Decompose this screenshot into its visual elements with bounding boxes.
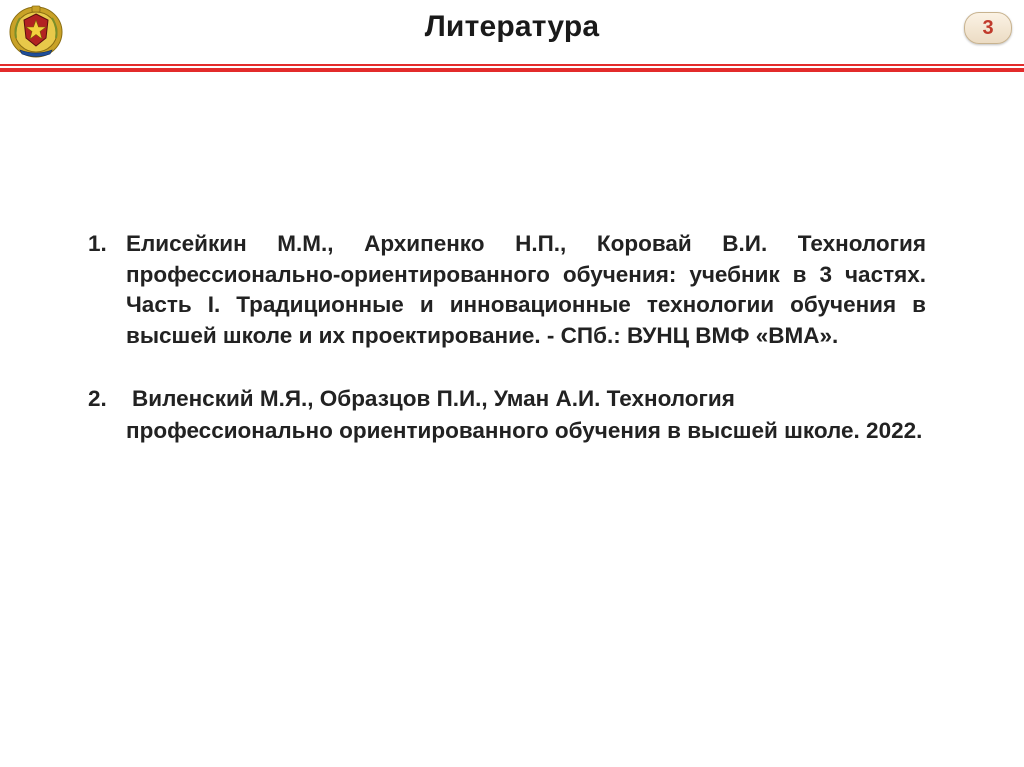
reference-number: 2. (88, 386, 107, 411)
page-number-badge: 3 (964, 12, 1012, 44)
slide-header (0, 0, 1024, 60)
page-title: Литература (424, 10, 600, 43)
reference-number: 1. (88, 231, 107, 256)
reference-text: Виленский М.Я., Образцов П.И., Уман А.И. Технология профессионально ориентированного обучения в высшей школе. 2022. (126, 386, 923, 443)
header-divider-thin (0, 64, 1024, 66)
reference-text: Елисейкин М.М., Архипенко Н.П., Коровай В.И. Технология профессионально-ориентированного обучения: учебник в 3 частях. Часть I. Традиционные и инновационные технологии обучения в высшей школе и их проектирование. - СПб.: ВУНЦ ВМФ «ВМА». (126, 231, 926, 348)
header-divider-thick (0, 68, 1024, 72)
reference-list (88, 229, 926, 446)
reference-item-2 (88, 383, 926, 446)
references-content (88, 229, 926, 446)
reference-item-1 (88, 229, 926, 351)
